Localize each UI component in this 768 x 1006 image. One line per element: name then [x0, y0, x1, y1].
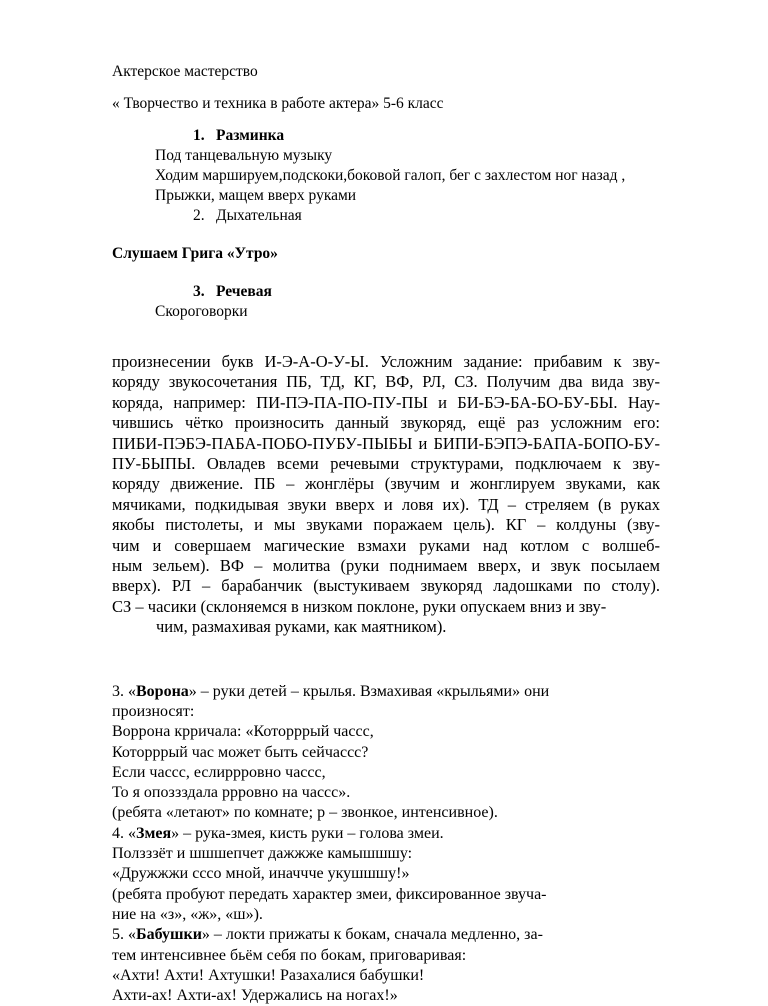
exercise-line: 5. «Бабушки» – локти прижаты к бокам, сначала медленно, за-: [112, 926, 543, 944]
exercise-crow: [112, 682, 660, 824]
paragraph-line: якобы пистолеты, и мы звуками поражаем цель). КГ – колдуны (зву-: [112, 515, 660, 535]
paragraph-line: коряда, например: ПИ-ПЭ-ПА-ПО-ПУ-ПЫ и БИ-БЭ-БА-БО-БУ-БЫ. Нау-: [112, 392, 660, 412]
paragraph-line: вверх). РЛ – барабанчик (выстукиваем звукоряд ладошками по столу).: [112, 576, 660, 596]
paragraph-line: мячиками, подкидывая звуки вверх и ловя их). ТД – стреляем (в руках: [112, 494, 660, 514]
warmup-line-1: Под танцевальную музыку: [155, 147, 333, 164]
document-title: Актерское мастерство: [112, 63, 258, 80]
section-heading-warmup: [112, 126, 660, 146]
exercise-line: Ахти-ах! Ахти-ах! Удержались на ногах!»: [112, 987, 398, 1005]
paragraph-line: ПУ-БЫПЫ. Овладев всеми речевыми структурами, подключаем к зву-: [112, 454, 660, 474]
section-heading-breathing: [112, 206, 660, 226]
section-heading-speech: [112, 282, 660, 302]
speech-line-1: Скороговорки: [155, 303, 248, 320]
section-label-speech: Речевая: [216, 283, 272, 300]
section-number-speech: 3.: [193, 283, 205, 300]
exercise-snake: [112, 824, 660, 925]
document-subtitle: « Творчество и техника в работе актера» 5-6 класс: [112, 95, 444, 112]
exercise-line: Если чассс, еслиррровно чассс,: [112, 763, 326, 781]
exercise-line: (ребята пробуют передать характер змеи, фиксированное звуча-: [112, 885, 547, 903]
paragraph-line: коряду движение. ПБ – жонглёры (звучим и жонглируем звуками, как: [112, 474, 660, 494]
justified-paragraph: [112, 352, 660, 638]
spacer: [112, 264, 660, 282]
exercise-line: Воррона крричала: «Которррый чассс,: [112, 723, 374, 741]
spacer: [112, 638, 660, 682]
listening-heading: Слушаем Грига «Утро»: [112, 245, 278, 262]
section-label-warmup: Разминка: [216, 127, 285, 144]
paragraph-line: чившись чётко произносить данный звукоряд, ещё раз усложним его:: [112, 413, 660, 433]
exercise-line: «Дружжжи сссо мной, иначчче укушшшу!»: [112, 865, 410, 883]
exercise-line: (ребята «летают» по комнате; р – звонкое, интенсивное).: [112, 804, 498, 822]
paragraph-line: коряду звукосочетания ПБ, ТД, КГ, ВФ, РЛ, СЗ. Получим два вида зву-: [112, 372, 660, 392]
section-number-breathing: 2.: [193, 207, 205, 224]
exercise-line: «Ахти! Ахти! Ахтушки! Разахалися бабушки!: [112, 966, 425, 984]
exercise-line: Которррый час может быть сейчассс?: [112, 743, 369, 761]
exercise-line: 3. «Ворона» – руки детей – крылья. Взмахивая «крыльями» они: [112, 682, 550, 700]
paragraph-line: ПИБИ-ПЭБЭ-ПАБА-ПОБО-ПУБУ-ПЫБЫ и БИПИ-БЭПЭ-БАПА-БОПО-БУ-: [112, 433, 660, 453]
exercise-line: тем интенсивнее бьём себя по бокам, приговаривая:: [112, 946, 467, 964]
exercise-line: 4. «Змея» – рука-змея, кисть руки – голова змеи.: [112, 824, 444, 842]
paragraph-line: ным зельем). ВФ – молитва (руки поднимаем вверх, и звук посылаем: [112, 556, 660, 576]
paragraph-line: произнесении букв И-Э-А-О-У-Ы. Усложним задание: прибавим к зву-: [112, 352, 660, 371]
spacer: [112, 226, 660, 244]
exercise-line: То я опоззздала ррровно на чассс».: [112, 784, 351, 802]
warmup-line-3: Прыжки, мащем вверх руками: [155, 187, 357, 204]
paragraph-final-line: чим, размахивая руками, как маятником).: [156, 617, 447, 637]
spacer: [112, 322, 660, 352]
paragraph-line: чим и совершаем магические взмахи руками над котлом с волшеб-: [112, 535, 660, 555]
exercise-line: ние на «з», «ж», «ш»).: [112, 905, 263, 923]
paragraph-line: СЗ – часики (склоняемся в низком поклоне, руки опускаем вниз и зву-: [112, 596, 607, 616]
section-label-breathing: Дыхательная: [216, 207, 302, 224]
exercise-line: Ползззёт и шшшепчет дажжже камышшшу:: [112, 845, 413, 863]
exercise-line: произносят:: [112, 702, 195, 720]
section-number-warmup: 1.: [193, 127, 205, 144]
warmup-line-2: Ходим маршируем,подскоки,боковой галоп, бег с захлестом ног назад ,: [155, 167, 626, 184]
